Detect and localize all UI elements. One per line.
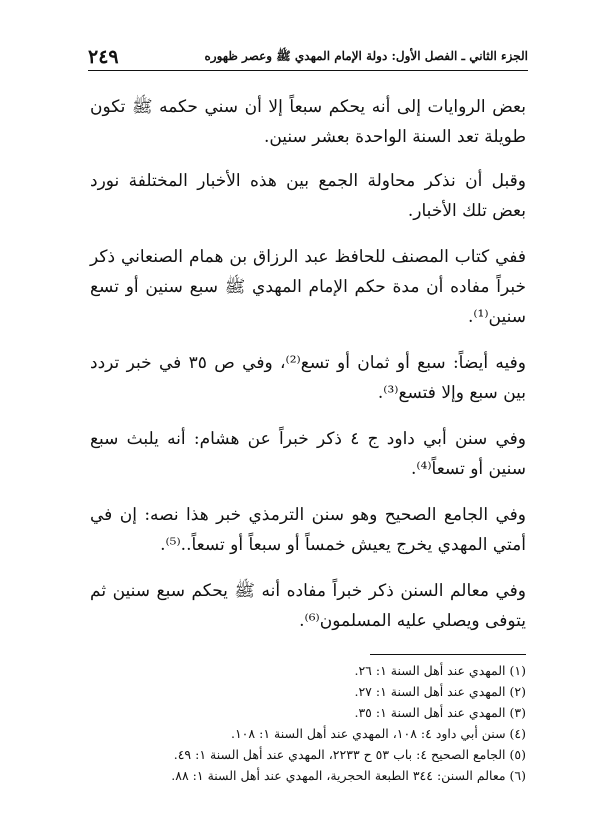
header-rule — [88, 70, 528, 71]
paragraph: بعض الروايات إلى أنه يحكم سبعاً إلا أن سني حكمه ﷺ تكون طويلة تعد السنة الواحدة بعشر سنين. — [90, 97, 526, 147]
footnote: (٢) المهدي عند أهل السنة ١: ٢٧. — [354, 684, 526, 699]
paragraph: وقبل أن نذكر محاولة الجمع بين هذه الأخبار المختلفة نورد بعض تلك الأخبار. — [90, 171, 526, 221]
header-title: الجزء الثاني ـ الفصل الأول: دولة الإمام المهدي ﷺ وعصر ظهوره — [204, 48, 528, 63]
paragraph: وفي معالم السنن ذكر خبراً مفاده أنه ﷺ يحكم سبع سنين ثم يتوفى ويصلي عليه المسلمون⁽⁶⁾. — [90, 581, 526, 631]
footnotes — [90, 660, 526, 786]
paragraph: وفي الجامع الصحيح وهو سنن الترمذي خبر هذا نصه: إن في أمتي المهدي يخرج يعيش خمساً أو سبعاً أو تسعاً..⁽⁵⁾. — [90, 505, 526, 555]
page-number: ٢٤٩ — [88, 46, 119, 68]
footnote-rule — [370, 654, 526, 655]
footnote: (٥) الجامع الصحيح ٤: باب ٥٣ ح ٢٢٣٣، المهدي عند أهل السنة ١: ٤٩. — [173, 747, 526, 762]
paragraph: ففي كتاب المصنف للحافظ عبد الرزاق بن همام الصنعاني ذكر خبراً مفاده أن مدة حكم الإمام المهدي ﷺ سبع سنين أو تسع سنين⁽¹⁾. — [90, 247, 526, 327]
paragraph: وفيه أيضاً: سبع أو ثمان أو تسع⁽²⁾، وفي ص ٣٥ في خبر تردد بين سبع وإلا فتسع⁽³⁾. — [90, 353, 526, 403]
running-header — [88, 46, 528, 68]
footnote: (٣) المهدي عند أهل السنة ١: ٣٥. — [354, 705, 526, 720]
footnote: (١) المهدي عند أهل السنة ١: ٢٦. — [354, 663, 526, 678]
footnote: (٦) معالم السنن: ٣٤٤ الطبعة الحجرية، المهدي عند أهل السنة ١: ٨٨. — [171, 768, 526, 783]
footnote: (٤) سنن أبي داود ٤: ١٠٨، المهدي عند أهل السنة ١: ١٠٨. — [230, 726, 526, 741]
paragraph: وفي سنن أبي داود ج ٤ ذكر خبراً عن هشام: أنه يلبث سبع سنين أو تسعاً⁽⁴⁾. — [90, 429, 526, 479]
body-text — [90, 88, 526, 652]
